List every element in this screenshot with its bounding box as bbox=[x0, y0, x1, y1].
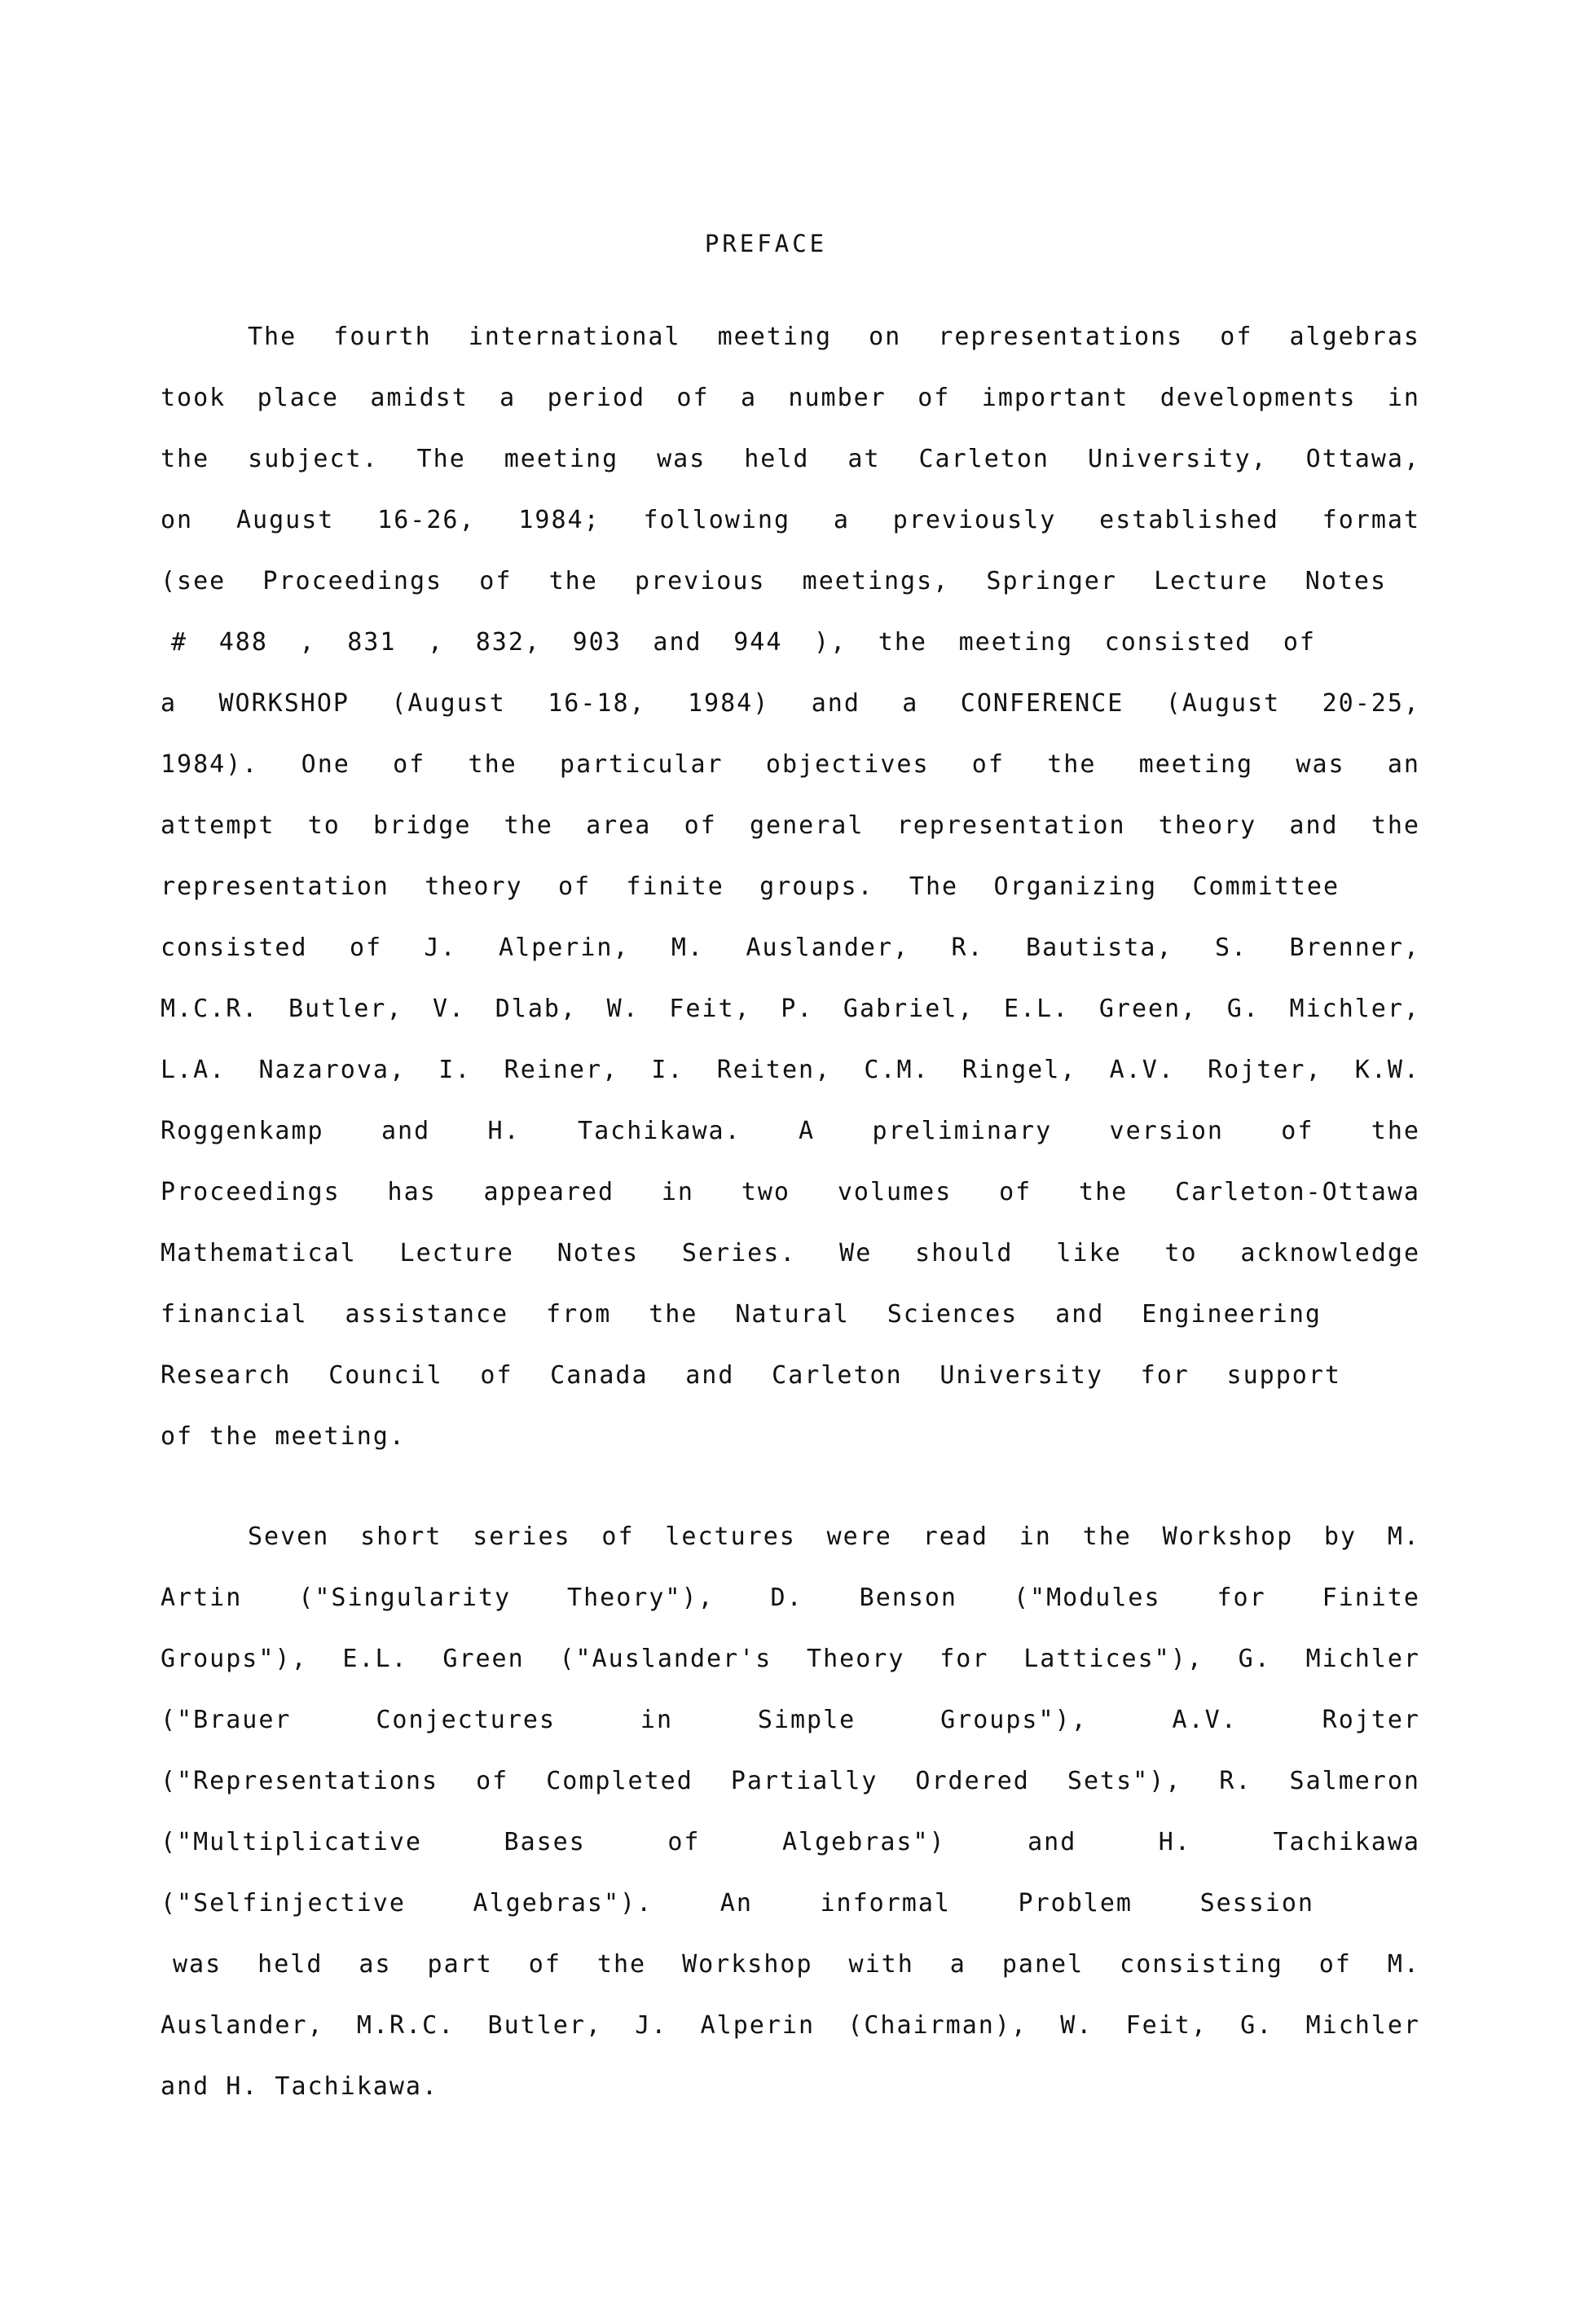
paragraph-1-line: a WORKSHOP (August 16-18, 1984) and a CONFERENCE (August 20-25, bbox=[161, 689, 1420, 718]
paragraph-1-line: Mathematical Lecture Notes Series. We should like to acknowledge bbox=[161, 1239, 1420, 1267]
paragraph-1-line: representation theory of finite groups. The Organizing Committee bbox=[161, 872, 1340, 901]
paragraph-2-line: Groups"), E.L. Green ("Auslander's Theory for Lattices"), G. Michler bbox=[161, 1645, 1420, 1673]
paragraph-2-line: ("Representations of Completed Partially Ordered Sets"), R. Salmeron bbox=[161, 1767, 1420, 1795]
paragraph-1-line: # 488 , 831 , 832, 903 and 944 ), the meeting consisted of bbox=[171, 628, 1316, 657]
paragraph-1-line: Proceedings has appeared in two volumes of the Carleton-Ottawa bbox=[161, 1178, 1420, 1206]
paragraph-1-line: of the meeting. bbox=[161, 1422, 406, 1451]
paragraph-2-line: ("Brauer Conjectures in Simple Groups"), A.V. Rojter bbox=[161, 1706, 1420, 1734]
paragraph-2-line: ("Selfinjective Algebras"). An informal Problem Session bbox=[161, 1889, 1314, 1918]
paragraph-1-line: took place amidst a period of a number of important developments in bbox=[161, 384, 1420, 412]
paragraph-1-line: L.A. Nazarova, I. Reiner, I. Reiten, C.M. Ringel, A.V. Rojter, K.W. bbox=[161, 1056, 1420, 1084]
paragraph-2-line: Auslander, M.R.C. Butler, J. Alperin (Chairman), W. Feit, G. Michler bbox=[161, 2011, 1420, 2040]
paragraph-1-line: the subject. The meeting was held at Carleton University, Ottawa, bbox=[161, 445, 1420, 473]
paragraph-2-line: Seven short series of lectures were read in the Workshop by M. bbox=[248, 1522, 1420, 1551]
paragraph-1-line: attempt to bridge the area of general representation theory and the bbox=[161, 811, 1420, 840]
paragraph-2-line: Artin ("Singularity Theory"), D. Benson ("Modules for Finite bbox=[161, 1584, 1420, 1612]
paragraph-1-line: Roggenkamp and H. Tachikawa. A preliminary version of the bbox=[161, 1117, 1420, 1145]
paragraph-1-line: (see Proceedings of the previous meetings, Springer Lecture Notes bbox=[161, 567, 1387, 595]
paragraph-1-line: financial assistance from the Natural Sciences and Engineering bbox=[161, 1300, 1322, 1329]
paragraph-1-line: on August 16-26, 1984; following a previously established format bbox=[161, 506, 1420, 534]
paragraph-1-line: Research Council of Canada and Carleton University for support bbox=[161, 1361, 1341, 1390]
paragraph-2-line: ("Multiplicative Bases of Algebras") and H. Tachikawa bbox=[161, 1828, 1420, 1856]
paragraph-1-line: 1984). One of the particular objectives of the meeting was an bbox=[161, 750, 1420, 779]
paragraph-1-line: M.C.R. Butler, V. Dlab, W. Feit, P. Gabriel, E.L. Green, G. Michler, bbox=[161, 995, 1420, 1023]
paragraph-1-line: The fourth international meeting on representations of algebras bbox=[248, 323, 1420, 351]
paragraph-2-line: and H. Tachikawa. bbox=[161, 2072, 439, 2101]
paragraph-2-line: was held as part of the Workshop with a panel consisting of M. bbox=[173, 1950, 1420, 1979]
page-title: PREFACE bbox=[704, 230, 828, 257]
paragraph-1-line: consisted of J. Alperin, M. Auslander, R. Bautista, S. Brenner, bbox=[161, 934, 1420, 962]
